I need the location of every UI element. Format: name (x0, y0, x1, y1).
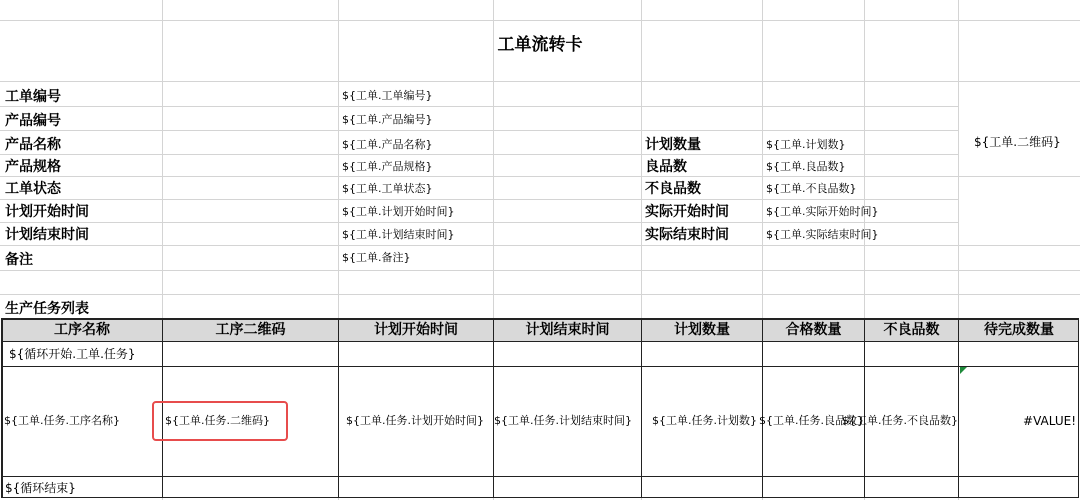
value-product-name[interactable]: ${工单.产品名称} (342, 138, 433, 151)
value-work-order-no[interactable]: ${工单.工单编号} (342, 89, 433, 102)
label-plan-end: 计划结束时间 (5, 227, 89, 243)
grid-line (0, 199, 958, 200)
sheet-title: 工单流转卡 (497, 35, 583, 55)
value-order-qr[interactable]: ${工单.二维码} (974, 135, 1061, 149)
value-plan-start[interactable]: ${工单.计划开始时间} (342, 205, 455, 218)
value-good-qty[interactable]: ${工单.良品数} (766, 160, 846, 173)
task-plan-start-cell[interactable]: ${工单.任务.计划开始时间} (346, 414, 484, 427)
task-qr-cell[interactable]: ${工单.任务.二维码} (165, 414, 270, 427)
value-defect-qty[interactable]: ${工单.不良品数} (766, 182, 857, 195)
header-plan-end: 计划结束时间 (525, 322, 610, 338)
label-defect-qty: 不良品数 (645, 181, 701, 197)
grid-line (0, 106, 958, 107)
header-pending-qty: 待完成数量 (984, 322, 1054, 338)
header-plan-start: 计划开始时间 (374, 322, 458, 338)
grid-line (0, 81, 1080, 82)
table-border (493, 318, 494, 498)
header-qualified-qty: 合格数量 (785, 322, 842, 338)
value-order-status[interactable]: ${工单.工单状态} (342, 182, 433, 195)
table-border (338, 318, 339, 498)
grid-line (0, 222, 958, 223)
table-border (958, 318, 959, 498)
task-plan-end-cell[interactable]: ${工单.任务.计划结束时间} (494, 414, 632, 427)
task-defect-qty-text: ${工单.任务.不良品数} (842, 414, 958, 427)
table-border (1078, 318, 1079, 498)
label-work-order-no: 工单编号 (5, 89, 61, 105)
label-actual-end: 实际结束时间 (645, 227, 729, 243)
value-plan-qty[interactable]: ${工单.计划数} (766, 138, 846, 151)
table-border (864, 318, 865, 498)
value-actual-start[interactable]: ${工单.实际开始时间} (766, 205, 879, 218)
grid-line (0, 245, 1080, 246)
value-product-no[interactable]: ${工单.产品编号} (342, 113, 433, 126)
table-border (1, 318, 3, 498)
label-actual-start: 实际开始时间 (645, 204, 729, 220)
table-border (641, 318, 642, 498)
value-actual-end[interactable]: ${工单.实际结束时间} (766, 228, 879, 241)
header-defect-qty: 不良品数 (883, 322, 940, 338)
grid-line (0, 176, 1080, 177)
loop-start-cell[interactable]: ${循环开始.工单.任务} (9, 347, 136, 361)
task-defect-qty-cell[interactable] (842, 412, 958, 430)
header-plan-qty: 计划数量 (674, 322, 730, 338)
label-order-status: 工单状态 (5, 181, 61, 197)
grid-line (0, 20, 1080, 21)
task-good-qty-text: ${工单.任务.良品数} (759, 414, 864, 427)
grid-line (0, 130, 958, 131)
task-process-name-cell[interactable]: ${工单.任务.工序名称} (4, 414, 120, 427)
label-plan-qty: 计划数量 (645, 137, 701, 153)
label-remark: 备注 (5, 252, 33, 268)
error-indicator-icon (960, 367, 967, 374)
grid-line (0, 154, 958, 155)
task-list-label: 生产任务列表 (5, 301, 89, 317)
label-product-no: 产品编号 (5, 113, 61, 129)
label-good-qty: 良品数 (645, 159, 687, 175)
value-plan-end[interactable]: ${工单.计划结束时间} (342, 228, 455, 241)
header-process-name: 工序名称 (54, 322, 110, 338)
value-product-spec[interactable]: ${工单.产品规格} (342, 160, 433, 173)
highlight-box (152, 401, 288, 441)
grid-line (0, 294, 1080, 295)
header-process-qr: 工序二维码 (215, 322, 286, 338)
table-border (762, 318, 763, 498)
grid-line (0, 270, 1080, 271)
loop-end-cell[interactable]: ${循环结束} (5, 481, 76, 495)
label-product-name: 产品名称 (5, 137, 61, 153)
label-product-spec: 产品规格 (5, 159, 61, 175)
label-plan-start: 计划开始时间 (5, 204, 89, 220)
task-pending-qty-cell[interactable]: #VALUE! (1023, 414, 1076, 428)
task-plan-qty-cell[interactable]: ${工单.任务.计划数} (652, 414, 757, 427)
value-remark[interactable]: ${工单.备注} (342, 251, 411, 264)
